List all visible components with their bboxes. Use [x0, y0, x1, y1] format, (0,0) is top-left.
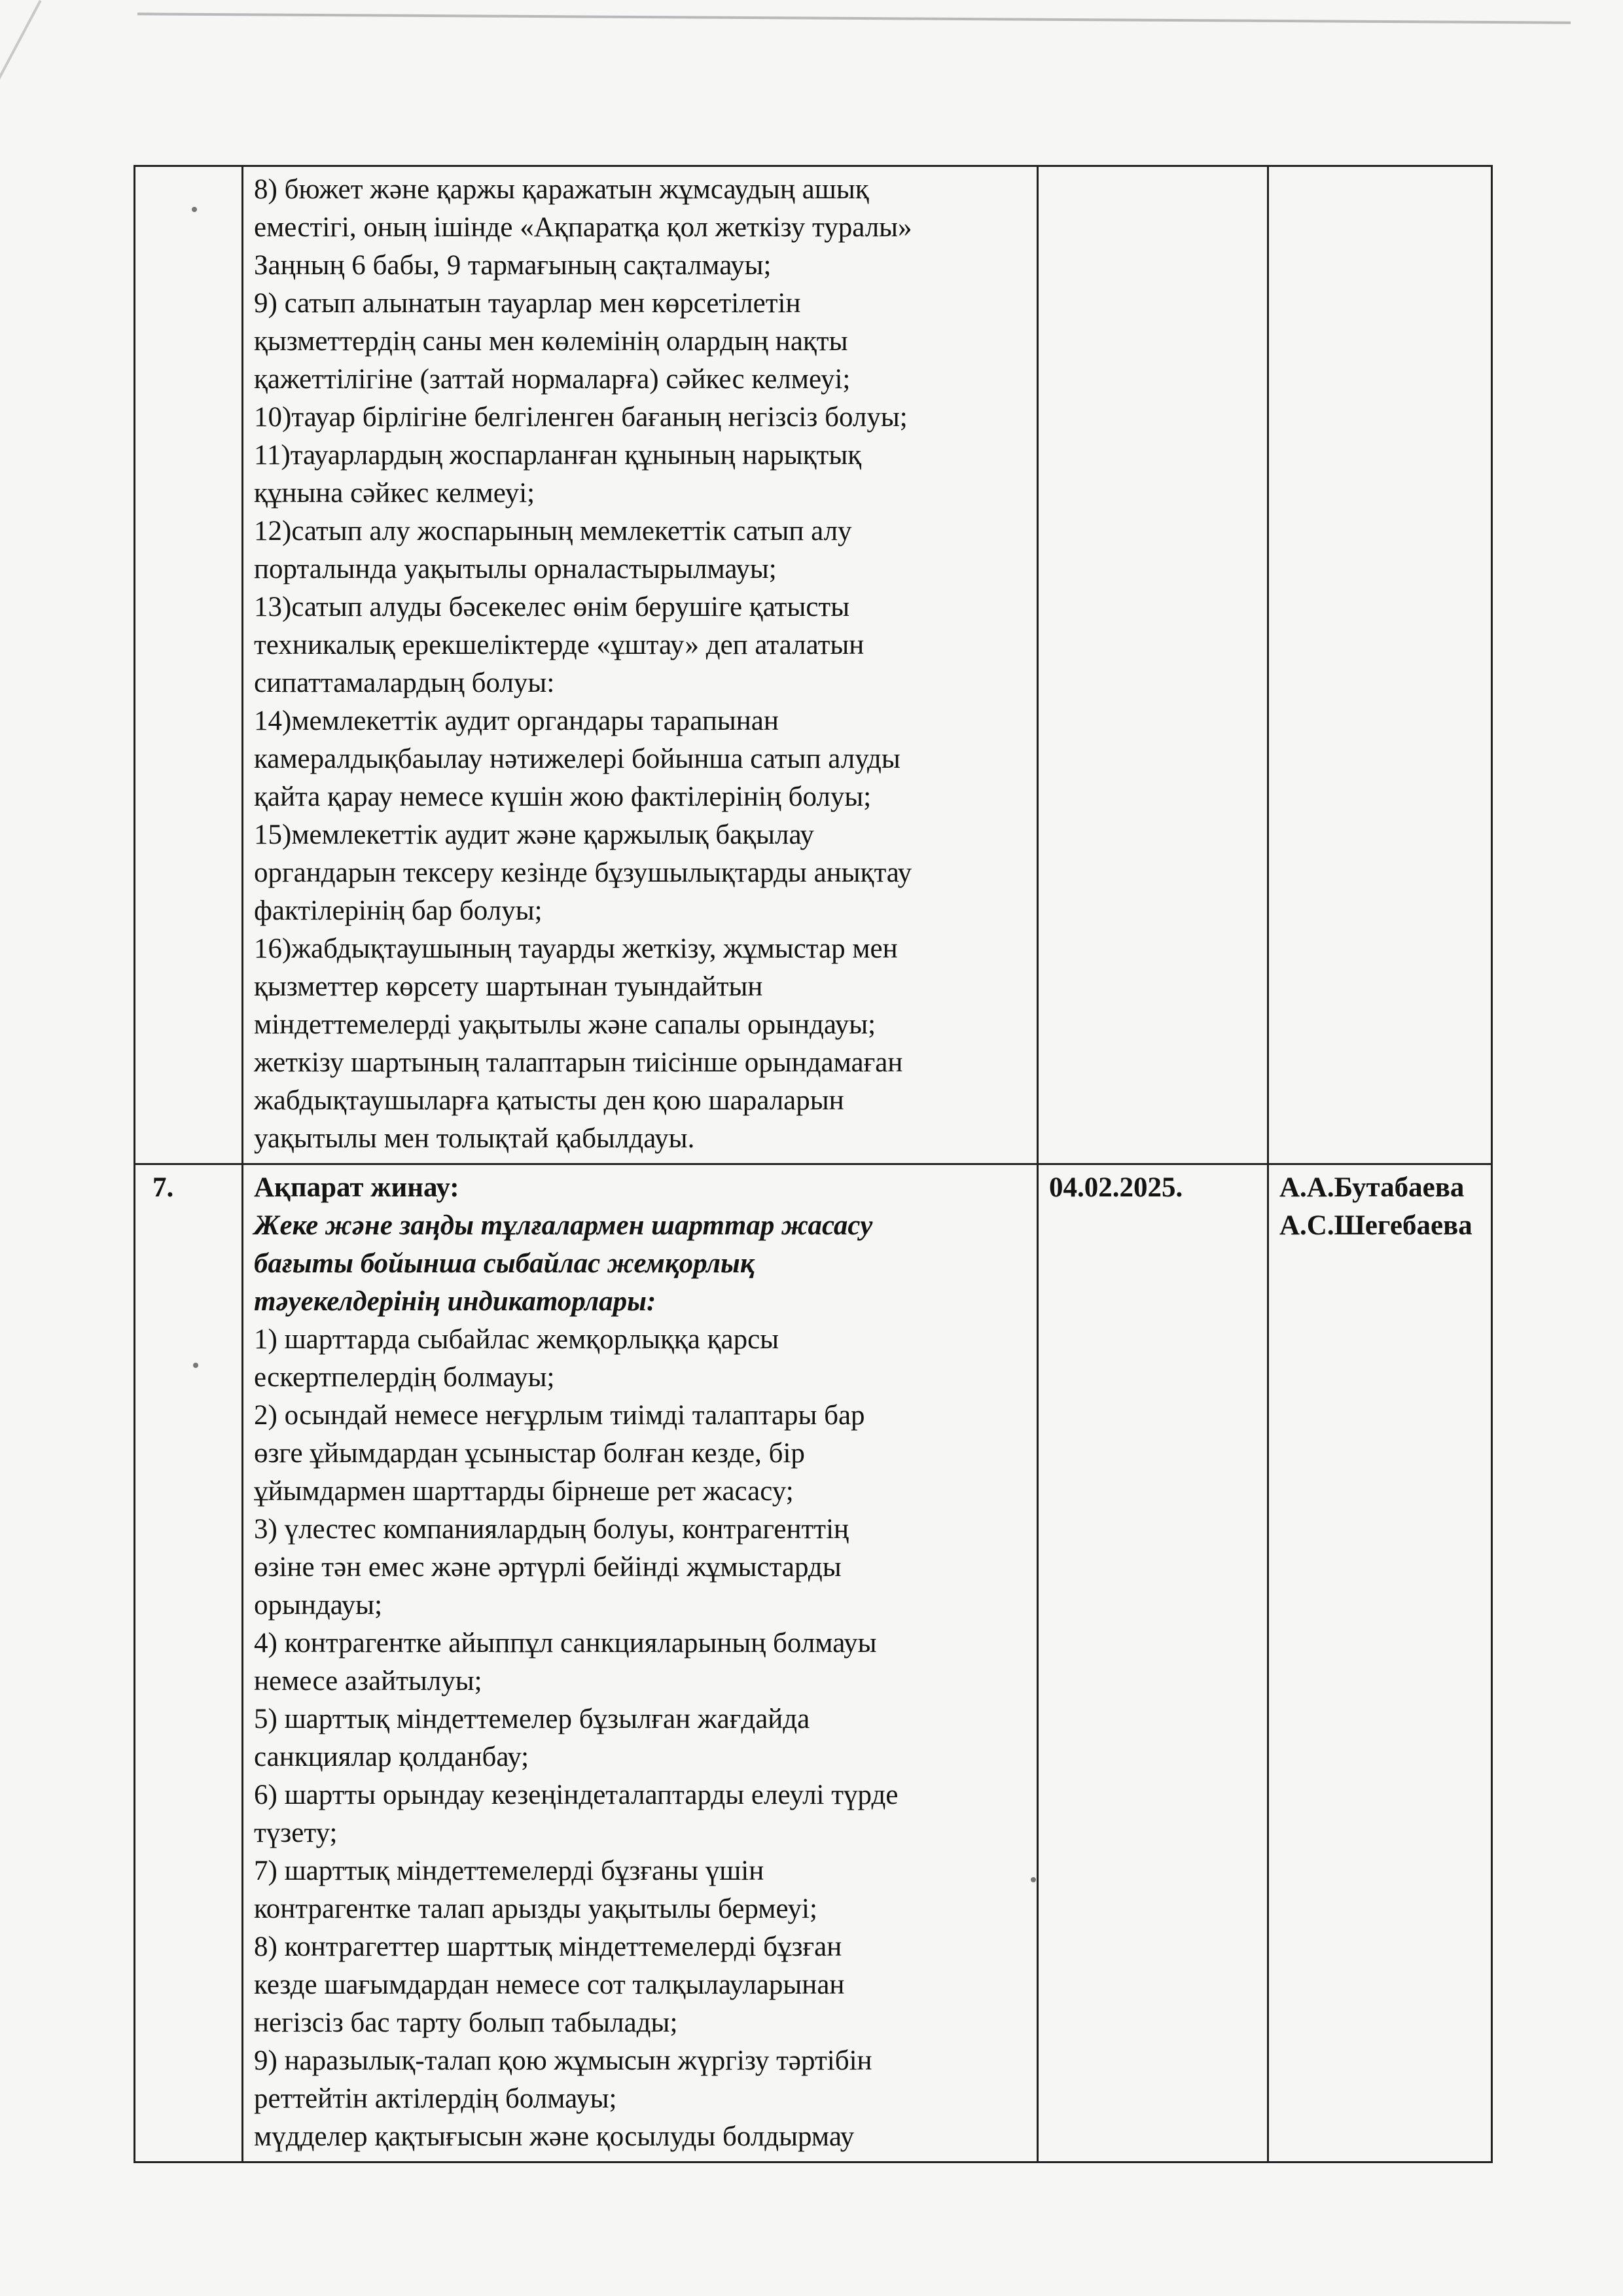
text-line: камералдықбаылау нәтижелері бойынша сатып алуды	[254, 744, 901, 774]
text-line: сипаттамалардың болуы:	[254, 668, 555, 698]
text-line: 6) шартты орындау кезеңіндеталаптарды елеулі түрде	[254, 1780, 899, 1810]
text-line: 11)тауарлардың жоспарланған құнының нарықтық	[254, 440, 862, 471]
text-line: порталында уақытылы орналастырылмауы;	[254, 554, 777, 584]
text-line: органдарын тексеру кезінде бұзушылықтарды анықтау	[254, 857, 912, 888]
text-line: жабдықтаушыларға қатысты ден қою шараларын	[254, 1085, 844, 1116]
responsible-person: А.С.Шегебаева	[1279, 1210, 1472, 1241]
text-line: Заңның 6 бабы, 9 тармағының сақталмауы;	[254, 250, 772, 281]
section-subheading: Жеке және заңды тұлғалармен шарттар жасасу	[254, 1210, 873, 1241]
text-line: контрагентке талап арызды уақытылы бермеуі;	[254, 1893, 817, 1924]
scan-speck	[193, 1363, 198, 1368]
text-line: қызметтер көрсету шартынан туындайтын	[254, 971, 763, 1002]
table-row	[135, 1164, 1492, 2162]
text-line: 1) шарттарда сыбайлас жемқорлыққа қарсы	[254, 1324, 779, 1355]
text-line: 3) үлестес компаниялардың болуы, контрагенттің	[254, 1514, 849, 1545]
text-line: қажеттілігіне (заттай нормаларға) сәйкес келмеуі;	[254, 364, 851, 395]
scan-fold-edge	[0, 0, 42, 151]
scan-speck	[192, 207, 197, 212]
text-line: түзету;	[254, 1818, 338, 1848]
text-line: өзіне тән емес және әртүрлі бейінді жұмыстарды	[254, 1552, 842, 1583]
row-date-cell	[1038, 166, 1268, 1164]
text-line: негізсіз бас тарту болып табылады;	[254, 2007, 678, 2038]
text-line: техникалық ерекшеліктерде «ұштау» деп аталатын	[254, 630, 865, 660]
responsible-person: А.А.Бутабаева	[1279, 1172, 1465, 1203]
text-line: уақытылы мен толықтай қабылдауы.	[254, 1123, 695, 1154]
text-line: санкциялар қолданбау;	[254, 1742, 529, 1772]
text-line: реттейтін актілердің болмауы;	[254, 2083, 617, 2114]
text-line: ескертпелердің болмауы;	[254, 1362, 555, 1393]
scan-speck	[1031, 1877, 1036, 1882]
text-line: өзге ұйымдардан ұсыныстар болған кезде, бір	[254, 1438, 805, 1469]
row-responsible-cell	[1268, 1164, 1492, 2162]
text-line: міндеттемелерді уақытылы және сапалы орындауы;	[254, 1009, 876, 1040]
text-line: 16)жабдықтаушының тауарды жеткізу, жұмыстар мен	[254, 933, 898, 964]
text-line: мүдделер қақтығысын және қосылуды болдырмау	[254, 2121, 855, 2152]
section-subheading: тәуекелдерінің индикаторлары:	[254, 1286, 656, 1317]
row-date-cell: 04.02.2025.	[1038, 1164, 1268, 2162]
text-line: 13)сатып алуды бәсекелес өнім берушіге қатысты	[254, 592, 850, 622]
text-line: қызметтердің саны мен көлемінің олардың нақты	[254, 326, 848, 357]
section-heading: Ақпарат жинау:	[254, 1172, 459, 1203]
text-line: 9) сатып алынатын тауарлар мен көрсетілетін	[254, 288, 801, 319]
text-line: 8) контрагеттер шарттық міндеттемелерді бұзған	[254, 1931, 842, 1962]
row-content-cell	[243, 166, 1038, 1164]
text-line: кезде шағымдардан немесе сот талқылауларынан	[254, 1969, 845, 2000]
text-line: еместігі, оның ішінде «Ақпаратқа қол жеткізу туралы»	[254, 212, 912, 243]
table-row	[135, 166, 1492, 1164]
plan-table	[134, 165, 1493, 2163]
text-line: жеткізу шартының талаптарын тиісінше орындамаған	[254, 1047, 903, 1078]
text-line: 5) шарттық міндеттемелер бұзылған жағдайда	[254, 1704, 810, 1734]
row-number-cell	[135, 166, 243, 1164]
text-line: 2) осындай немесе неғұрлым тиімді талаптары бар	[254, 1400, 865, 1431]
row-number-cell: 7.	[135, 1164, 243, 2162]
text-line: немесе азайтылуы;	[254, 1666, 482, 1696]
text-line: орындауы;	[254, 1590, 383, 1621]
text-line: құнына сәйкес келмеуі;	[254, 478, 535, 509]
text-line: қайта қарау немесе күшін жою фактілерінің болуы;	[254, 781, 872, 812]
text-line: 7) шарттық міндеттемелерді бұзғаны үшін	[254, 1856, 764, 1886]
text-line: 4) контрагентке айыппұл санкцияларының болмауы	[254, 1628, 877, 1659]
row-responsible-cell	[1268, 166, 1492, 1164]
section-subheading: бағыты бойынша сыбайлас жемқорлық	[254, 1248, 755, 1279]
text-line: 9) наразылық-талап қою жұмысын жүргізу тәртібін	[254, 2045, 872, 2076]
row-content-cell	[243, 1164, 1038, 2162]
text-line: фактілерінің бар болуы;	[254, 895, 543, 926]
scan-page-edge	[137, 12, 1571, 24]
text-line: ұйымдармен шарттарды бірнеше рет жасасу;	[254, 1476, 794, 1507]
text-line: 8) бюжет және қаржы қаражатын жұмсаудың ашық	[254, 174, 869, 205]
text-line: 14)мемлекеттік аудит органдары тарапынан	[254, 706, 779, 736]
text-line: 15)мемлекеттік аудит және қаржылық бақылау	[254, 819, 814, 850]
text-line: 10)тауар бірлігіне белгіленген бағаның негізсіз болуы;	[254, 402, 908, 433]
text-line: 12)сатып алу жоспарының мемлекеттік сатып алу	[254, 516, 852, 547]
